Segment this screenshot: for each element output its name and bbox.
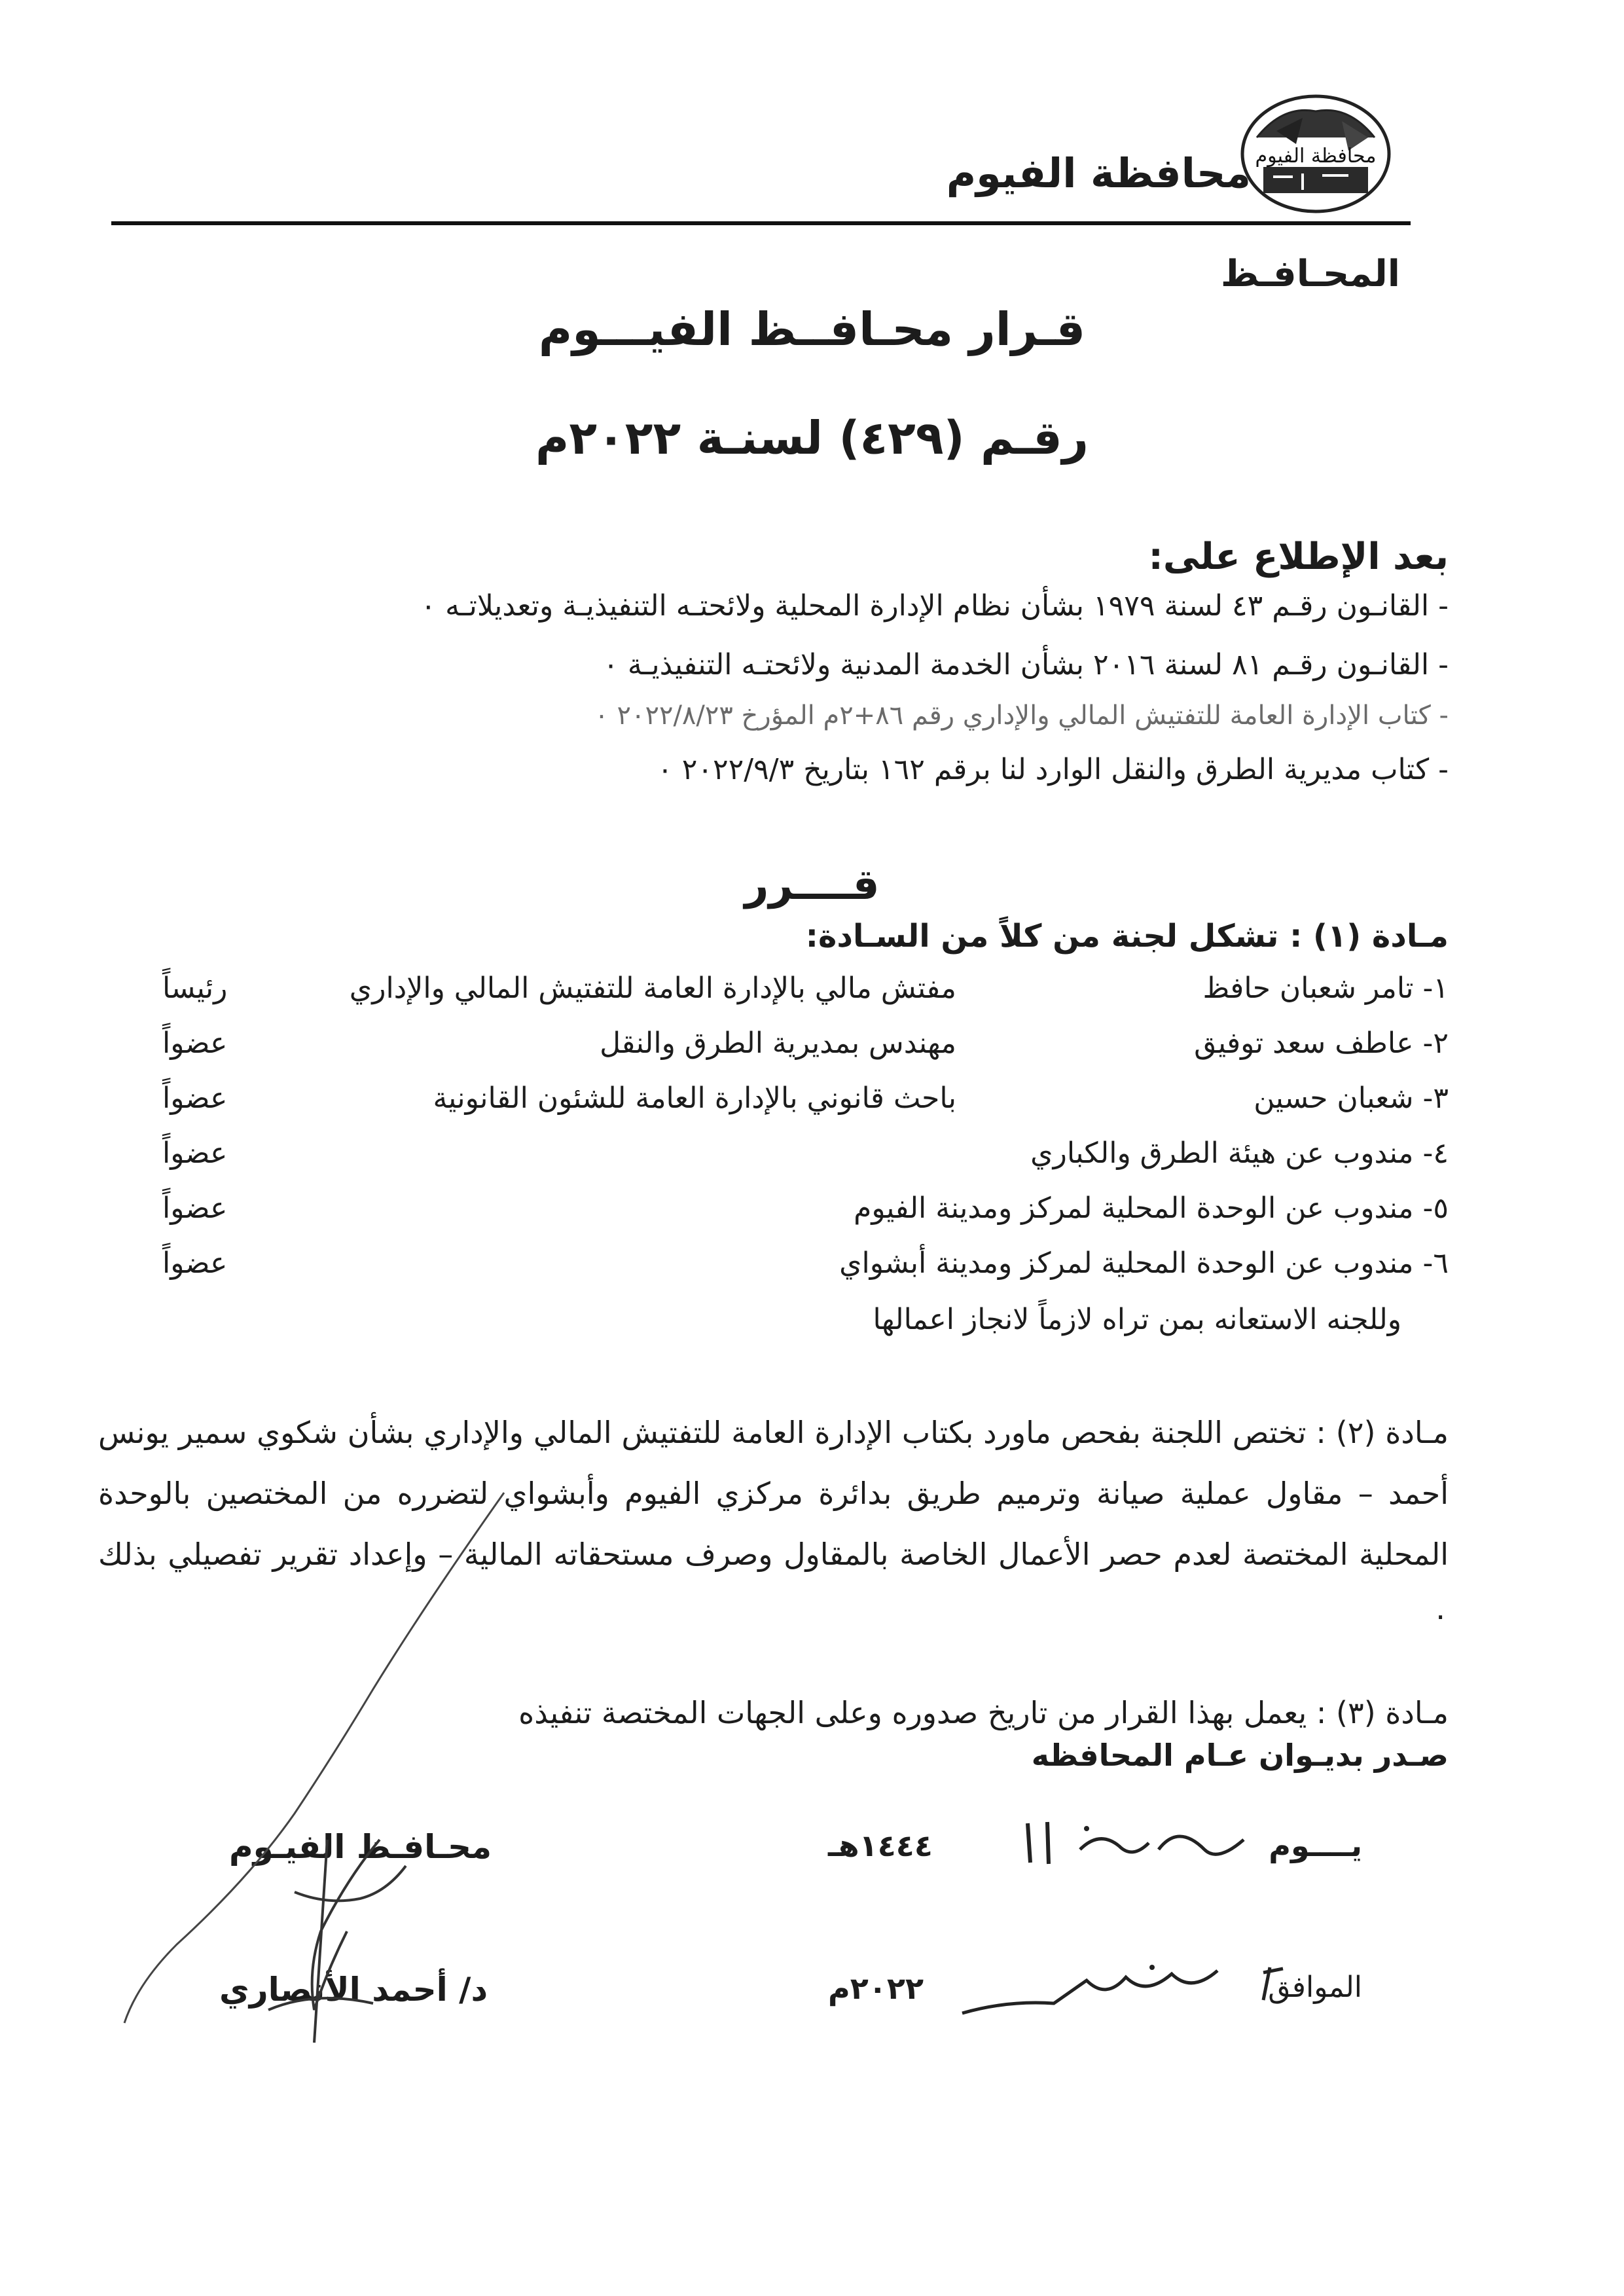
governorate-seal-logo [1237,92,1394,216]
member-name: ٤- مندوب عن هيئة الطرق والكباري [1030,1137,1449,1170]
member-name: ٦- مندوب عن الوحدة المحلية لمركز ومدينة أبشواي [839,1247,1449,1280]
article-1-intro: مـادة (١) : تشكل لجنة من كلاً من السـادة: [805,918,1449,955]
office-label: المحـافـظ [1220,253,1400,295]
governor-signature [98,1473,556,2062]
member-title: مهندس بمديرية الطرق والنقل [600,1027,956,1060]
header-divider [111,221,1411,225]
handwritten-hijri-date [1008,1810,1283,1882]
governor-title: محـافـظ الفيـوم [229,1828,492,1866]
member-role: عضواً [162,1137,228,1170]
governorate-name: محافظة الفيوم [946,149,1251,197]
article-3-text: مـادة (٣) : يعمل بهذا القرار من تاريخ صدوره وعلى الجهات المختصة تنفيذه [518,1695,1449,1730]
governor-name: د/ أحمد الأنصاري [219,1971,488,2009]
member-name: ١- تامر شعبان حافظ [1202,972,1449,1005]
preamble-heading: بعد الإطلاع على: [1148,536,1449,578]
gregorian-year: ٢٠٢٢م [828,1971,924,2006]
decision-number: رقـم (٤٢٩) لسنـة ٢٠٢٢م [535,411,1089,465]
member-name: ٣- شعبان حسين [1254,1082,1449,1115]
member-name: ٢- عاطف سعد توفيق [1194,1027,1449,1060]
seal-text: محافظة الفيوم [1255,145,1377,168]
gregorian-label: الموافق [1268,1971,1362,2004]
member-role: عضواً [162,1082,228,1115]
day-label: يــــوم [1269,1828,1362,1863]
preamble-item: - القانـون رقـم ٨١ لسنة ٢٠١٦ بشأن الخدمة المدنية ولائحتـه التنفيذيـة ٠ [603,648,1449,682]
issued-line: صـدر بديـوان عـام المحافظه [1031,1738,1449,1773]
member-title: مفتش مالي بالإدارة العامة للتفتيش المالي والإداري [349,972,956,1005]
preamble-item: - القانـون رقـم ٤٣ لسنة ١٩٧٩ بشأن نظام الإدارة المحلية ولائحتـه التنفيذيـة وتعديلاتـه ٠ [420,589,1449,623]
hijri-year: ١٤٤٤هـ [828,1828,933,1863]
member-role: عضواً [162,1027,228,1060]
preamble-item: - كتاب الإدارة العامة للتفتيش المالي والإداري رقم ٨٦+٢م المؤرخ ٢٠٢٢/٨/٢٣ ٠ [594,701,1449,731]
decision-title: قـرار محـافــظ الفيـــوم [538,302,1086,356]
member-role: عضواً [162,1192,228,1225]
member-title: باحث قانوني بالإدارة العامة للشئون القانونية [433,1082,956,1115]
article-2-text: مـادة (٢) : تختص اللجنة بفحص ماورد بكتاب الإدارة العامة للتفتيش المالي والإداري بشأن شكوي سمير يونس أحمد – مقاول عملية صيانة وترميم طريق بدائرة مركزي الفيوم وأبشواي لتضرره من المختصين بالوحدة المحلية المختصة لعدم حصر الأعمال الخاصة بالمقاول وصرف مستحقاته المالية – وإعداد تقرير تفصيلي بذلك ٠ [98,1415,1449,1633]
member-name: ٥- مندوب عن الوحدة المحلية لمركز ومدينة الفيوم [854,1192,1449,1225]
committee-note: وللجنه الاستعانه بمن تراه لازماً لانجاز اعمالها [873,1303,1401,1336]
member-role: عضواً [162,1247,228,1280]
preamble-item: - كتاب مديرية الطرق والنقل الوارد لنا برقم ١٦٢ بتاريخ ٢٠٢٢/٩/٣ ٠ [657,753,1449,786]
decided-heading: قــــرر [744,861,880,909]
handwritten-gregorian-date [956,1941,1322,2033]
member-role: رئيساً [162,972,228,1005]
